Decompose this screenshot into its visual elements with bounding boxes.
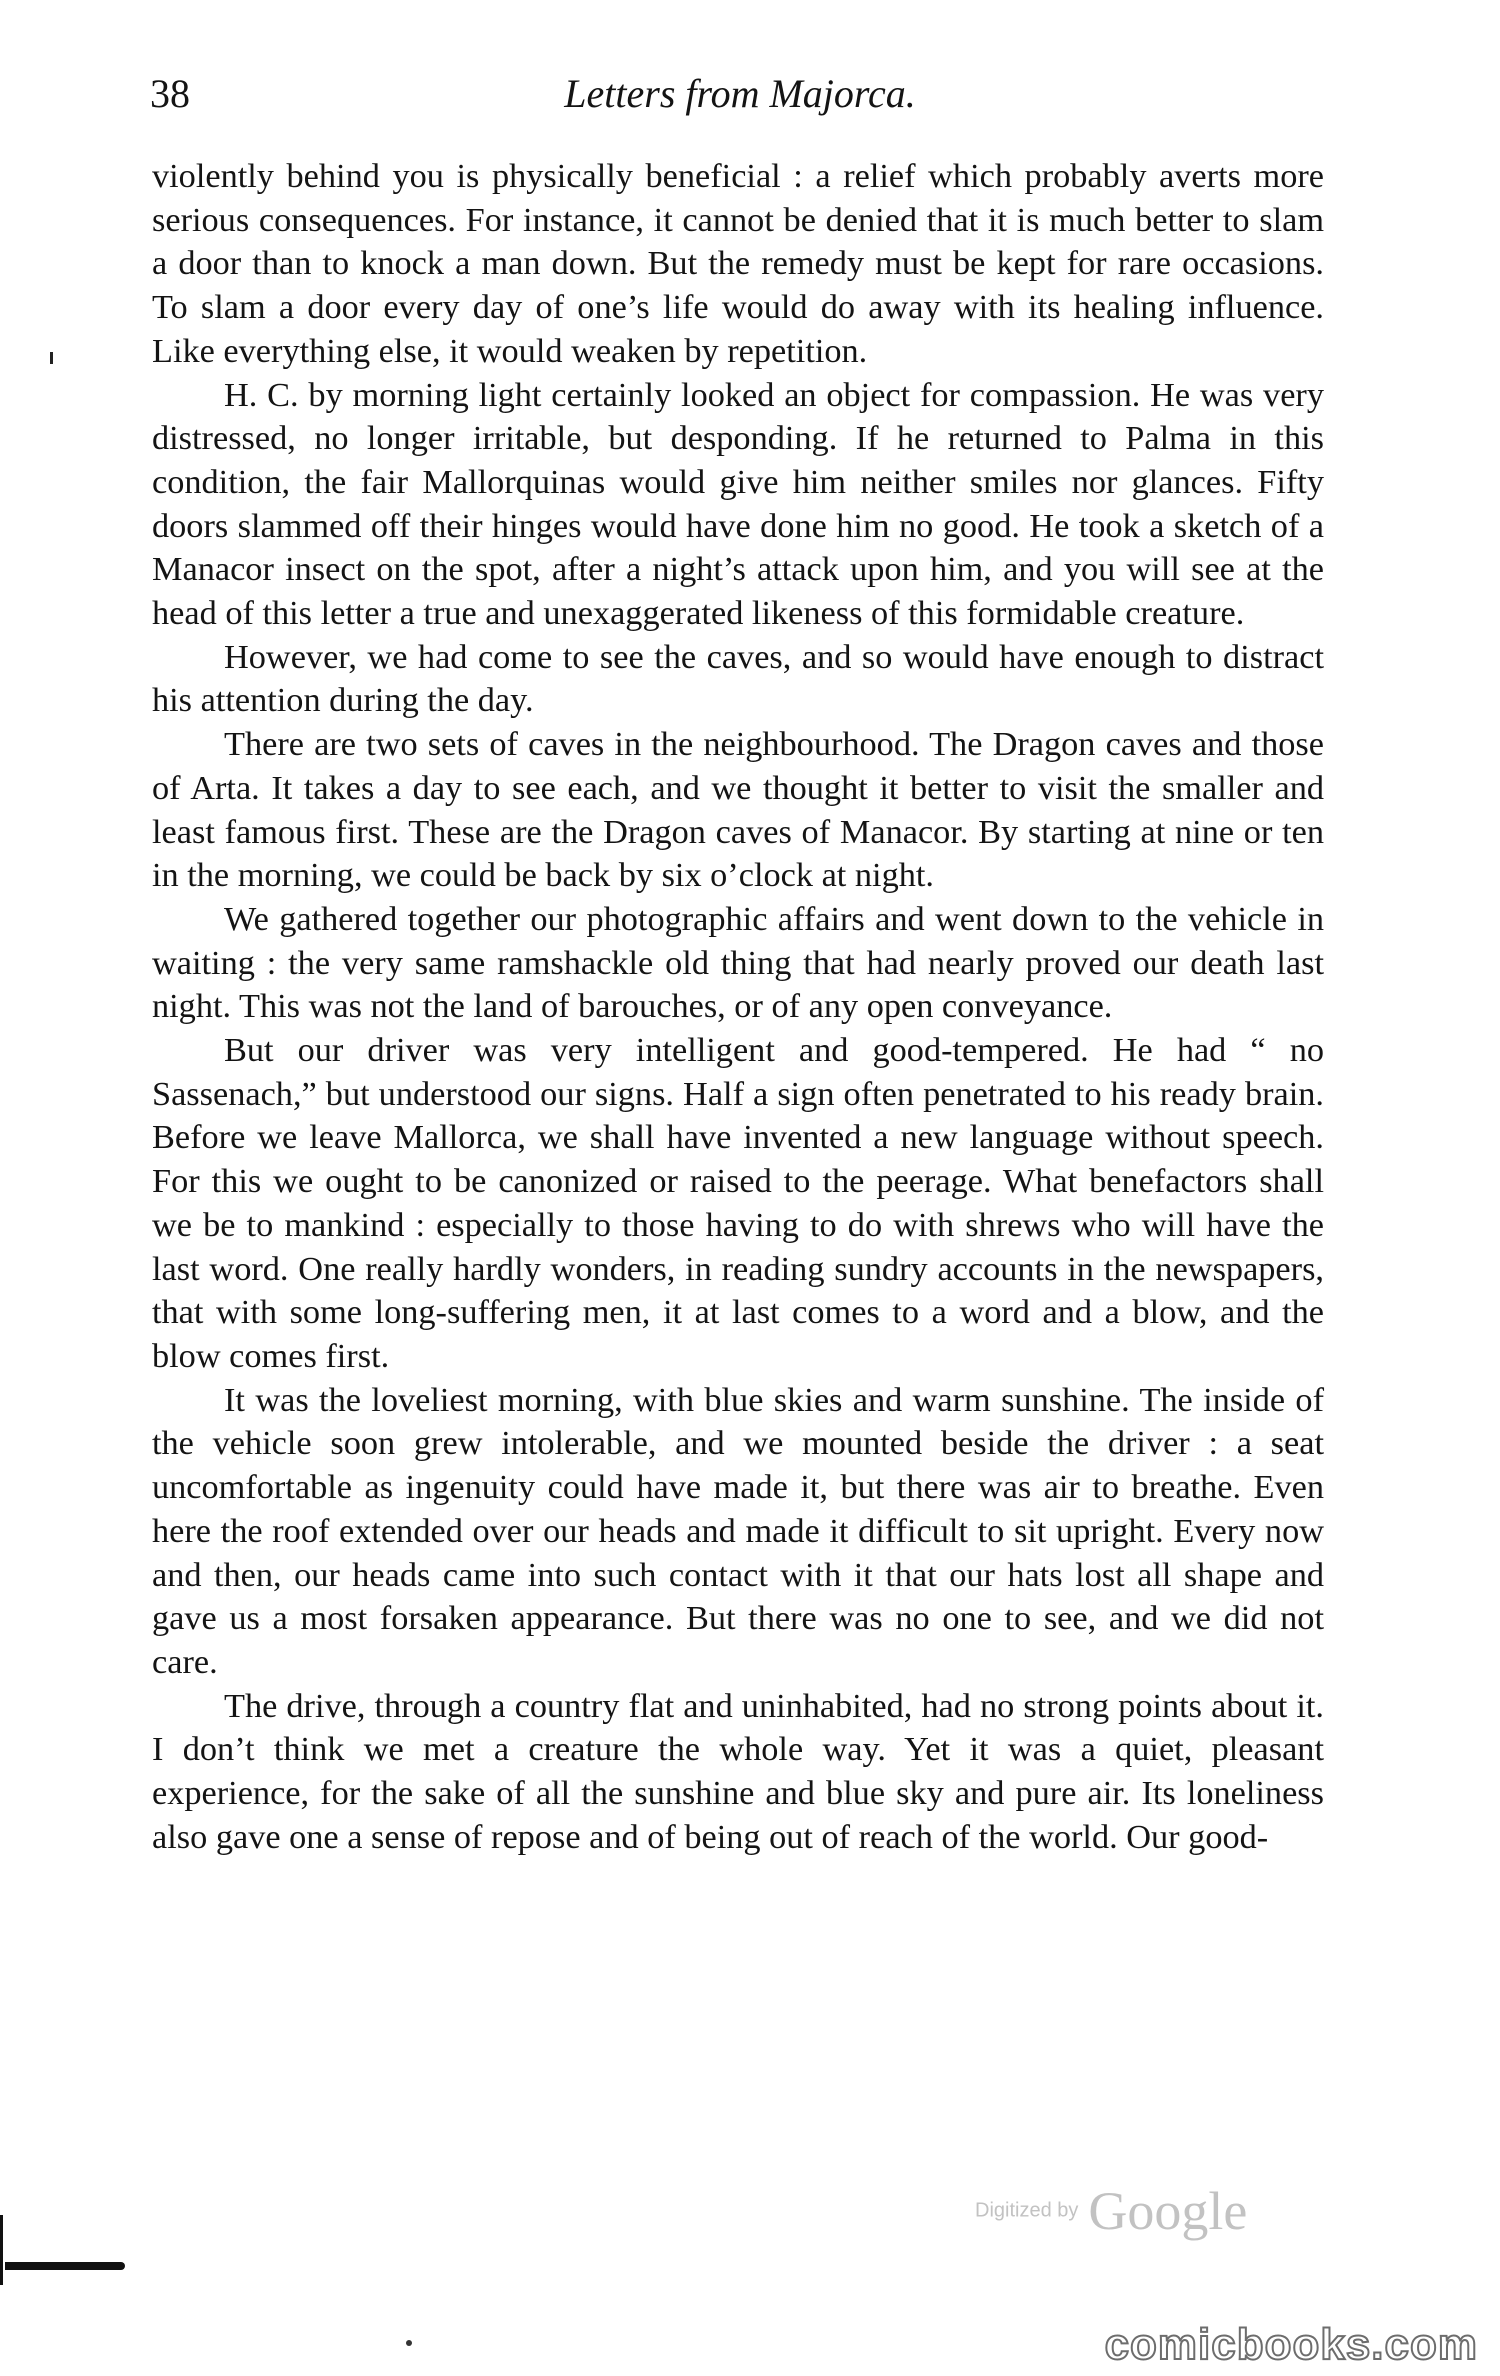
- paragraph: We gathered together our photographic affairs and went down to the vehicle in waiting : the very same ramshackle old thing that had nearly proved our death last night. This was not the land of barouches, or of any open conveyance.: [152, 899, 1324, 1026]
- paragraph: H. C. by morning light certainly looked an object for compassion. He was very distressed, no longer irritable, but desponding. If he returned to Palma in this condition, the fair Mallorquinas would give him neither smiles nor glances. Fifty doors slammed off their hinges would have done him no good. He took a sketch of a Manacor insect on the spot, after a night’s attack upon him, and you will see at the head of this letter a true and unexaggerated likeness of this formidable creature.: [152, 375, 1324, 633]
- paragraph: The drive, through a country flat and uninhabited, had no strong points about it. I don’t think we met a creature the whole way. Yet it was a quiet, pleasant experience, for the sake of all the sunshine and blue sky and pure air. Its loneliness also gave one a sense of repose and of being out of reach of the world. Our good-: [152, 1686, 1324, 1856]
- body-text: [152, 155, 1324, 1859]
- paragraph: violently behind you is physically beneficial : a relief which probably averts more serious consequences. For instance, it cannot be denied that it is much better to slam a door than to knock a man down. But the remedy must be kept for rare occasions. To slam a door every day of one’s life would do away with its healing influence. Like everything else, it would weaken by repetition.: [152, 157, 1324, 370]
- margin-mark: [50, 352, 53, 364]
- digitized-by-google-mark: [975, 2180, 1247, 2240]
- page-header: [150, 70, 1330, 130]
- page-number: 38: [150, 71, 190, 116]
- paragraph: However, we had come to see the caves, and so would have enough to distract his attention during the day.: [152, 637, 1324, 720]
- paragraph: There are two sets of caves in the neighbourhood. The Dragon caves and those of Arta. It takes a day to see each, and we thought it better to visit the smaller and least famous first. These are the Dragon caves of Manacor. By starting at nine or ten in the morning, we could be back by six o’clock at night.: [152, 725, 1324, 895]
- watermark: comicbooks.com: [1104, 2320, 1478, 2369]
- paragraph: But our driver was very intelligent and good-tempered. He had “ no Sassenach,” but understood our signs. Half a sign often penetrated to his ready brain. Before we leave Mallorca, we shall have invented a new language without speech. For this we ought to be canonized or raised to the peerage. What benefactors shall we be to mankind : especially to those having to do with shrews who will have the last word. One really hardly wonders, in reading sundry accounts in the newspapers, that with some long-suffering men, it at last comes to a word and a blow, and the blow comes first.: [152, 1031, 1324, 1375]
- scan-speck: [406, 2340, 412, 2346]
- scan-edge-mark: [5, 2262, 125, 2270]
- running-title: Letters from Majorca.: [564, 71, 916, 116]
- google-logo: Google: [1088, 2181, 1248, 2241]
- scan-edge-rule: [0, 2215, 3, 2285]
- digitized-by-label: Digitized by: [975, 2199, 1079, 2222]
- paragraph: It was the loveliest morning, with blue skies and warm sunshine. The inside of the vehicle soon grew intolerable, and we mounted beside the driver : a seat uncomfortable as ingenuity could have made it, but there was air to breathe. Even here the roof extended over our heads and made it difficult to sit upright. Every now and then, our heads came into such contact with it that our hats lost all shape and gave us a most forsaken appearance. But there was no one to see, and we did not care.: [152, 1380, 1324, 1681]
